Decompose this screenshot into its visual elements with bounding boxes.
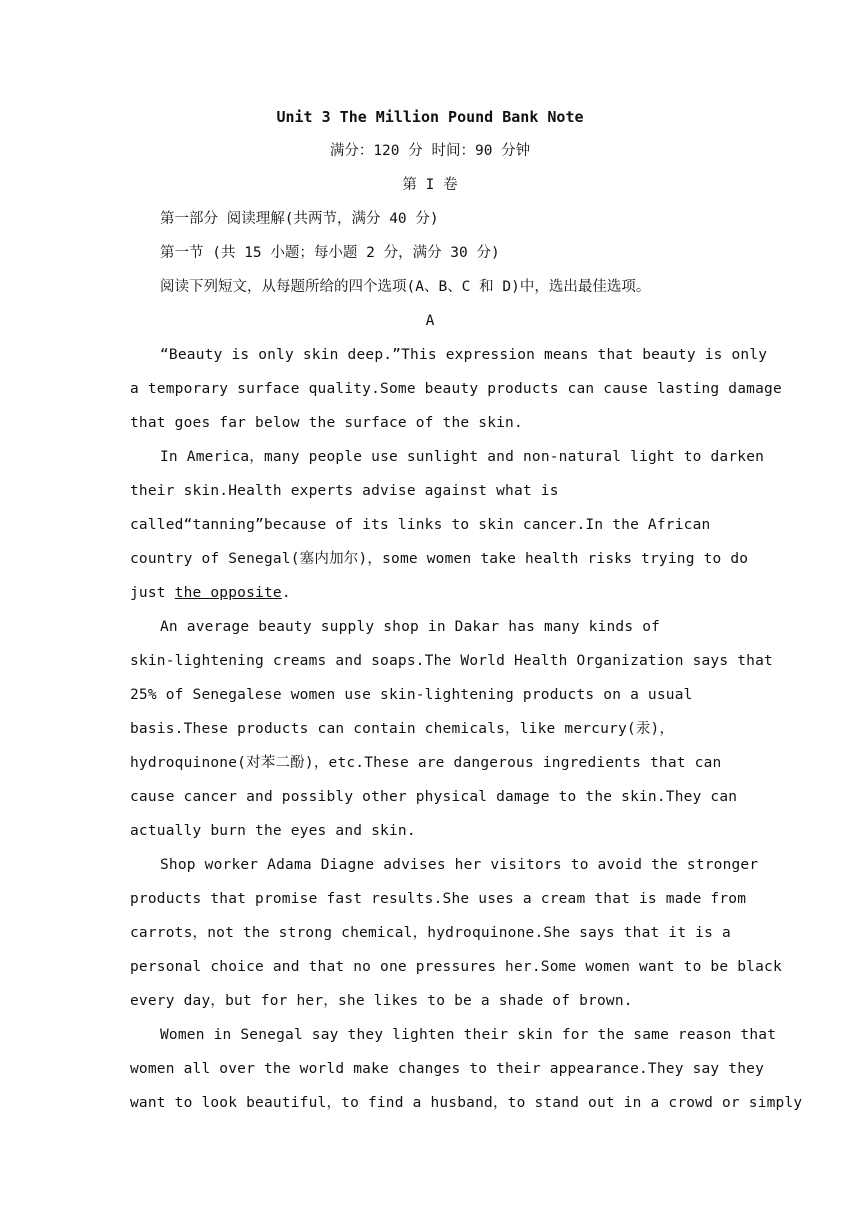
unit-title: Unit 3 The Million Pound Bank Note [276,108,584,126]
passage-line: An average beauty supply shop in Dakar has many kinds of [160,619,661,635]
underlined-phrase: the opposite [174,585,282,601]
passage-line: 25% of Senegalese women use skin-lightening products on a usual [130,687,693,703]
passage-line: cause cancer and possibly other physical damage to the skin.They can [130,789,738,805]
passage-line: personal choice and that no one pressures her.Some women want to be black [130,959,782,975]
passage-line: skin-lightening creams and soaps.The World Health Organization says that [130,653,773,669]
passage-line [130,576,730,610]
score-time-line: 满分：120 分 时间：90 分钟 [329,143,531,159]
passage-label: A [425,313,435,329]
passage-line: “Beauty is only skin deep.”This expression means that beauty is only [160,347,768,363]
volume-heading: 第 I 卷 [402,177,458,193]
document-page [130,100,803,1120]
passage-line: carrots，not the strong chemical，hydroquinone.She says that it is a [130,925,731,941]
passage-line: their skin.Health experts advise against what is [130,483,559,499]
passage-line: In America，many people use sunlight and non-natural light to darken [160,449,765,465]
passage-line: actually burn the eyes and skin. [130,823,416,839]
passage-line: called“tanning”because of its links to skin cancer.In the African [130,517,711,533]
passage-line: women all over the world make changes to their appearance.They say they [130,1061,765,1077]
passage-line: country of Senegal(塞内加尔)，some women take health risks trying to do [130,551,749,567]
section-one-heading: 第一节 (共 15 小题；每小题 2 分，满分 30 分) [160,245,500,261]
passage-line: Women in Senegal say they lighten their skin for the same reason that [160,1027,777,1043]
passage-text: just [130,585,175,601]
passage-line: Shop worker Adama Diagne advises her visitors to avoid the stronger [160,857,759,873]
passage-line: hydroquinone(对苯二酚)，etc.These are dangerous ingredients that can [130,755,722,771]
passage-line: a temporary surface quality.Some beauty products can cause lasting damage [130,381,782,397]
passage-line: basis.These products can contain chemicals，like mercury(汞)， [130,721,675,737]
passage-line: products that promise fast results.She uses a cream that is made from [130,891,747,907]
directions-text: 阅读下列短文，从每题所给的四个选项(A、B、C 和 D)中，选出最佳选项。 [160,279,651,295]
passage-line: want to look beautiful，to find a husband，to stand out in a crowd or simply [130,1095,803,1111]
part-one-heading: 第一部分 阅读理解(共两节，满分 40 分) [160,211,439,227]
passage-line: that goes far below the surface of the skin. [130,415,523,431]
passage-text: . [281,585,291,601]
passage-line: every day，but for her，she likes to be a shade of brown. [130,993,633,1009]
